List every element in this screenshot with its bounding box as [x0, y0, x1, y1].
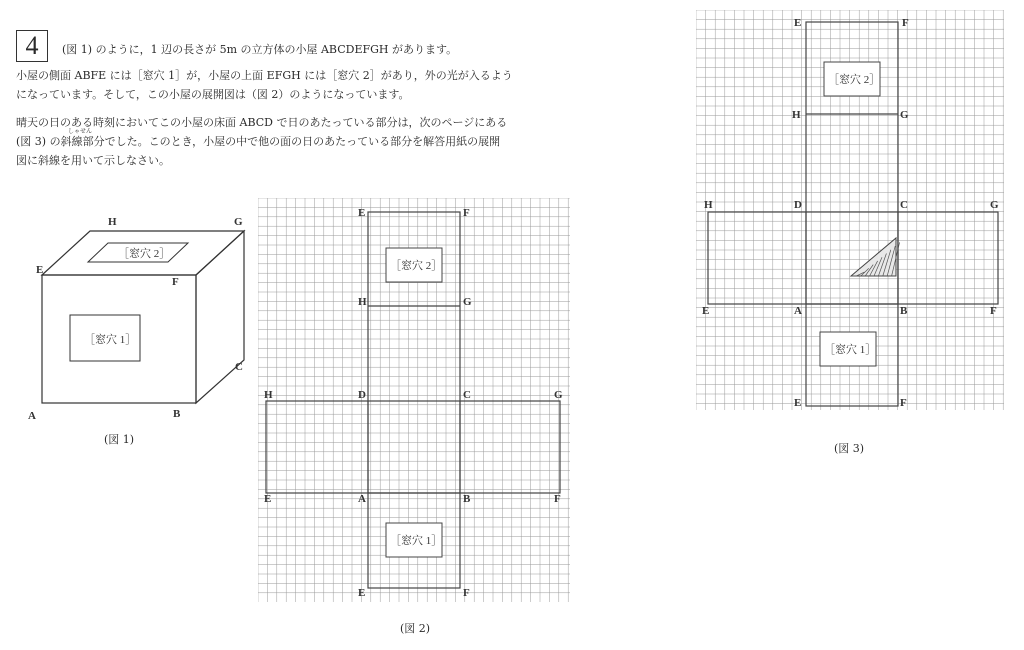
- fig2-label-c: C: [463, 389, 471, 401]
- paragraph-1-line-2: になっています。そして，この小屋の展開図は（図 2）のようになっています。: [16, 88, 410, 101]
- figure-2-net: [258, 198, 574, 606]
- fig3-label-h: H: [792, 109, 801, 121]
- vertex-label-b: B: [173, 408, 181, 420]
- fig2-label-b: B: [463, 493, 471, 505]
- paragraph-2-line-3: 図に斜線を用いて示しなさい。: [16, 154, 170, 167]
- figure-3-net: [696, 10, 1008, 414]
- fig2-label-e-left: E: [264, 493, 272, 505]
- problem-line-1: (図 1) のように，1 辺の長さが 5m の立方体の小屋 ABCDEFGH があります。: [62, 43, 458, 56]
- figure-1-caption: (図 1): [104, 433, 135, 446]
- fig3-label-e-left: E: [702, 305, 710, 317]
- vertex-label-a: A: [28, 410, 36, 422]
- vertex-label-g: G: [234, 216, 243, 228]
- fig3-label-b: B: [900, 305, 908, 317]
- fig2-label-g: G: [463, 296, 472, 308]
- fig2-label-f-top: F: [463, 207, 470, 219]
- fig3-label-f-right: F: [990, 305, 997, 317]
- fig3-label-f-top: F: [902, 17, 909, 29]
- figure-1-cube: [20, 205, 260, 425]
- fig3-label-c: C: [900, 199, 908, 211]
- fig2-label-h: H: [358, 296, 367, 308]
- fig2-label-h-left: H: [264, 389, 273, 401]
- cube-side-face: [196, 231, 244, 403]
- problem-number: 4: [16, 30, 48, 62]
- fig2-label-e-bottom: E: [358, 587, 366, 599]
- vertex-label-h: H: [108, 216, 117, 228]
- shaded-sunlit-region: [851, 238, 900, 276]
- vertex-label-c: C: [235, 361, 243, 373]
- fig2-label-d: D: [358, 389, 366, 401]
- fig2-label-f-right: F: [554, 493, 561, 505]
- figure-2-window-2-label: ［窓穴 2］: [390, 260, 443, 272]
- fig3-label-e-top: E: [794, 17, 802, 29]
- paragraph-2-line-1: 晴天の日のある時刻においてこの小屋の床面 ABCD で日のあたっている部分は，次のページにある: [16, 116, 508, 129]
- vertex-label-f: F: [172, 276, 179, 288]
- paragraph-2-line-2: (図 3) の斜線部分でした。このとき，小屋の中で他の面の日のあたっている部分を解答用紙の展開: [16, 135, 501, 148]
- figure-3-window-1-label: ［窓穴 1］: [824, 344, 877, 356]
- figure-2-caption: (図 2): [400, 622, 431, 635]
- fig3-label-d: D: [794, 199, 802, 211]
- vertex-label-e: E: [36, 264, 44, 276]
- fig3-label-g: G: [900, 109, 909, 121]
- fig3-label-h-left: H: [704, 199, 713, 211]
- figure-3-window-2-label: ［窓穴 2］: [828, 74, 881, 86]
- fig2-label-e-top: E: [358, 207, 366, 219]
- ruby-annotation: しゃせん: [68, 128, 93, 135]
- fig2-label-f-bottom: F: [463, 587, 470, 599]
- figure-3-caption: (図 3): [834, 442, 865, 455]
- window-1-label: ［窓穴 1］: [84, 334, 137, 346]
- window-2-label: ［窓穴 2］: [118, 248, 171, 260]
- paragraph-1-line-1: 小屋の側面 ABFE には［窓穴 1］が，小屋の上面 EFGH には［窓穴 2］があり，外の光が入るよう: [16, 69, 513, 82]
- fig3-label-a: A: [794, 305, 802, 317]
- fig3-label-e-bottom: E: [794, 397, 802, 409]
- fig3-label-f-bottom: F: [900, 397, 907, 409]
- fig2-label-g-right: G: [554, 389, 563, 401]
- figure-2-window-1-label: ［窓穴 1］: [390, 535, 443, 547]
- fig3-label-g-right: G: [990, 199, 999, 211]
- fig2-label-a: A: [358, 493, 366, 505]
